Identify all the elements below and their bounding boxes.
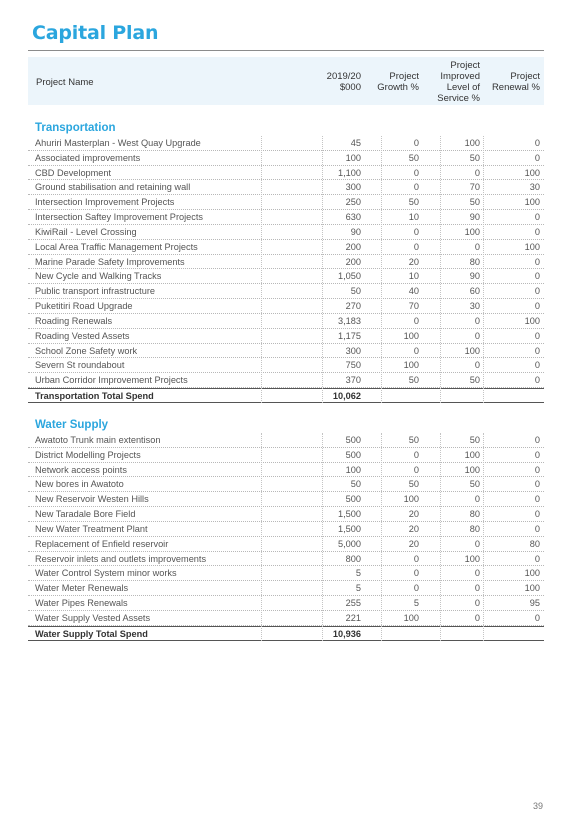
cell-growth: 5 (413, 598, 419, 609)
cell-renewal: 0 (534, 286, 540, 297)
cell-renewal: 0 (534, 271, 540, 282)
cell-budget: 5,000 (338, 538, 361, 549)
table-row (28, 210, 544, 225)
cell-budget: 200 (345, 256, 361, 267)
cell-growth: 70 (408, 301, 419, 312)
header-los-line: Improved (440, 71, 480, 82)
cell-budget: 45 (350, 138, 361, 148)
cell-project-name: New Taradale Bore Field (35, 509, 136, 520)
column-divider (381, 433, 382, 641)
cell-level-of-service: 80 (469, 256, 480, 267)
page-number: 39 (532, 801, 543, 811)
cell-budget: 90 (350, 226, 361, 237)
header-budget-line: $000 (339, 82, 361, 93)
cell-budget: 500 (345, 435, 361, 445)
cell-budget: 100 (345, 152, 361, 163)
total-row (28, 388, 544, 403)
water-supply-table (28, 433, 544, 641)
cell-renewal: 80 (529, 538, 540, 549)
table-row (28, 522, 544, 537)
cell-growth: 0 (413, 241, 419, 252)
cell-renewal: 0 (534, 494, 540, 505)
column-divider (322, 433, 323, 641)
cell-level-of-service: 0 (474, 568, 480, 579)
cell-renewal: 0 (534, 138, 540, 148)
cell-project-name: Puketitiri Road Upgrade (35, 301, 133, 312)
cell-budget: 1,500 (338, 509, 361, 520)
header-renewal (480, 71, 540, 93)
cell-level-of-service: 50 (469, 375, 480, 386)
cell-project-name: Water Supply Vested Assets (35, 612, 151, 623)
column-divider (381, 136, 382, 403)
cell-project-name: New Reservoir Westen Hills (35, 494, 149, 505)
cell-project-name: Urban Corridor Improvement Projects (35, 375, 188, 386)
cell-level-of-service: 60 (469, 286, 480, 297)
cell-growth: 0 (413, 138, 419, 148)
cell-renewal: 0 (534, 509, 540, 520)
table-row (28, 136, 544, 151)
cell-budget: 800 (345, 553, 361, 564)
table-row (28, 255, 544, 270)
column-divider (322, 136, 323, 403)
cell-level-of-service: 100 (464, 449, 480, 460)
cell-renewal: 0 (534, 330, 540, 341)
cell-renewal: 0 (534, 256, 540, 267)
cell-growth: 0 (413, 553, 419, 564)
cell-growth: 0 (413, 182, 419, 193)
cell-project-name: School Zone Safety work (35, 345, 138, 356)
cell-growth: 50 (408, 435, 419, 445)
cell-budget: 370 (345, 375, 361, 386)
cell-project-name: Replacement of Enfield reservoir (35, 538, 169, 549)
table-row (28, 596, 544, 611)
cell-level-of-service: 0 (474, 583, 480, 594)
header-los-line: Level of (446, 82, 480, 93)
header-los-line: Project (450, 60, 480, 71)
cell-level-of-service: 100 (464, 345, 480, 356)
cell-renewal: 100 (524, 197, 540, 208)
cell-renewal: 100 (524, 568, 540, 579)
cell-renewal: 100 (524, 583, 540, 594)
cell-project-name: New Water Treatment Plant (35, 523, 148, 534)
section-title-water-supply: Water Supply (35, 419, 109, 431)
cell-renewal: 0 (534, 435, 540, 445)
header-los-line: Service % (437, 93, 480, 104)
total-row (28, 626, 544, 641)
total-value: 10,062 (332, 391, 361, 402)
cell-growth: 50 (408, 375, 419, 386)
cell-growth: 10 (408, 212, 419, 223)
cell-level-of-service: 100 (464, 464, 480, 475)
table-row (28, 195, 544, 210)
header-level-of-service (420, 60, 480, 104)
cell-renewal: 30 (529, 182, 540, 193)
table-row (28, 492, 544, 507)
cell-growth: 0 (413, 568, 419, 579)
cell-budget: 221 (345, 612, 361, 623)
cell-budget: 630 (345, 212, 361, 223)
cell-project-name: Awatoto Trunk main extentison (35, 435, 161, 445)
cell-budget: 5 (355, 568, 361, 579)
cell-budget: 500 (345, 494, 361, 505)
cell-renewal: 95 (529, 598, 540, 609)
cell-level-of-service: 0 (474, 612, 480, 623)
table-row (28, 151, 544, 166)
cell-growth: 10 (408, 271, 419, 282)
cell-budget: 300 (345, 182, 361, 193)
cell-project-name: CBD Development (35, 167, 112, 178)
cell-level-of-service: 50 (469, 152, 480, 163)
cell-level-of-service: 100 (464, 553, 480, 564)
table-row (28, 225, 544, 240)
section-title-transportation: Transportation (35, 122, 116, 134)
cell-budget: 3,183 (338, 315, 361, 326)
cell-level-of-service: 30 (469, 301, 480, 312)
table-row (28, 552, 544, 567)
cell-project-name: Public transport infrastructure (35, 286, 155, 297)
cell-growth: 20 (408, 523, 419, 534)
cell-growth: 0 (413, 464, 419, 475)
cell-growth: 100 (403, 494, 419, 505)
page-title: Capital Plan (32, 22, 159, 44)
cell-level-of-service: 0 (474, 167, 480, 178)
cell-growth: 40 (408, 286, 419, 297)
title-divider (28, 50, 544, 51)
cell-growth: 0 (413, 583, 419, 594)
cell-project-name: Intersection Improvement Projects (35, 197, 175, 208)
cell-growth: 100 (403, 612, 419, 623)
cell-level-of-service: 100 (464, 138, 480, 148)
cell-renewal: 100 (524, 241, 540, 252)
cell-level-of-service: 0 (474, 494, 480, 505)
cell-renewal: 0 (534, 301, 540, 312)
table-row (28, 299, 544, 314)
cell-project-name: Water Meter Renewals (35, 583, 129, 594)
cell-project-name: Intersection Saftey Improvement Projects (35, 212, 203, 223)
header-growth (359, 71, 419, 93)
cell-renewal: 0 (534, 449, 540, 460)
cell-project-name: Severn St roundabout (35, 360, 125, 371)
total-label: Transportation Total Spend (35, 391, 154, 402)
table-row (28, 463, 544, 478)
header-budget (301, 71, 361, 93)
cell-renewal: 0 (534, 612, 540, 623)
header-project-name: Project Name (36, 77, 94, 88)
cell-level-of-service: 50 (469, 479, 480, 490)
cell-renewal: 0 (534, 226, 540, 237)
cell-growth: 20 (408, 538, 419, 549)
cell-budget: 255 (345, 598, 361, 609)
cell-renewal: 0 (534, 553, 540, 564)
column-divider (440, 136, 441, 403)
cell-growth: 50 (408, 479, 419, 490)
transportation-table (28, 136, 544, 403)
table-row (28, 373, 544, 388)
cell-level-of-service: 0 (474, 598, 480, 609)
cell-growth: 0 (413, 315, 419, 326)
cell-budget: 5 (355, 583, 361, 594)
cell-budget: 500 (345, 449, 361, 460)
cell-project-name: Water Pipes Renewals (35, 598, 128, 609)
cell-renewal: 0 (534, 360, 540, 371)
cell-project-name: Reservoir inlets and outlets improvements (35, 553, 207, 564)
column-divider (440, 433, 441, 641)
table-row (28, 240, 544, 255)
cell-project-name: Water Control System minor works (35, 568, 177, 579)
header-renewal-line: Renewal % (491, 82, 540, 93)
cell-level-of-service: 90 (469, 212, 480, 223)
cell-budget: 100 (345, 464, 361, 475)
cell-budget: 1,500 (338, 523, 361, 534)
cell-level-of-service: 0 (474, 330, 480, 341)
cell-level-of-service: 50 (469, 197, 480, 208)
column-divider (483, 136, 484, 403)
cell-project-name: Associated improvements (35, 152, 141, 163)
cell-growth: 100 (403, 330, 419, 341)
cell-growth: 50 (408, 197, 419, 208)
table-row (28, 180, 544, 195)
cell-renewal: 0 (534, 212, 540, 223)
cell-renewal: 0 (534, 464, 540, 475)
cell-growth: 0 (413, 345, 419, 356)
cell-renewal: 0 (534, 479, 540, 490)
table-row (28, 358, 544, 373)
cell-renewal: 100 (524, 167, 540, 178)
cell-project-name: Roading Vested Assets (35, 330, 130, 341)
cell-level-of-service: 80 (469, 523, 480, 534)
cell-renewal: 0 (534, 523, 540, 534)
table-row (28, 166, 544, 181)
cell-project-name: Ahuriri Masterplan - West Quay Upgrade (35, 138, 201, 148)
total-value: 10,936 (332, 628, 361, 639)
header-budget-line: 2019/20 (326, 71, 361, 82)
column-divider (261, 136, 262, 403)
cell-budget: 1,100 (338, 167, 361, 178)
table-row (28, 329, 544, 344)
cell-level-of-service: 90 (469, 271, 480, 282)
cell-budget: 750 (345, 360, 361, 371)
cell-budget: 1,175 (338, 330, 361, 341)
cell-level-of-service: 0 (474, 538, 480, 549)
cell-level-of-service: 50 (469, 435, 480, 445)
header-growth-line: Project (389, 71, 419, 82)
cell-level-of-service: 0 (474, 360, 480, 371)
cell-project-name: KiwiRail - Level Crossing (35, 226, 137, 237)
column-divider (483, 433, 484, 641)
table-row (28, 611, 544, 626)
column-divider (261, 433, 262, 641)
cell-project-name: Ground stabilisation and retaining wall (35, 182, 191, 193)
cell-project-name: New bores in Awatoto (35, 479, 124, 490)
cell-project-name: New Cycle and Walking Tracks (35, 271, 162, 282)
cell-level-of-service: 0 (474, 315, 480, 326)
cell-renewal: 0 (534, 152, 540, 163)
table-row (28, 284, 544, 299)
cell-level-of-service: 80 (469, 509, 480, 520)
cell-renewal: 0 (534, 345, 540, 356)
table-row (28, 448, 544, 463)
cell-budget: 300 (345, 345, 361, 356)
cell-project-name: District Modelling Projects (35, 449, 141, 460)
table-row (28, 269, 544, 284)
cell-growth: 100 (403, 360, 419, 371)
cell-project-name: Local Area Traffic Management Projects (35, 241, 198, 252)
cell-budget: 270 (345, 301, 361, 312)
cell-budget: 50 (350, 479, 361, 490)
cell-budget: 200 (345, 241, 361, 252)
cell-growth: 0 (413, 167, 419, 178)
cell-level-of-service: 70 (469, 182, 480, 193)
header-renewal-line: Project (510, 71, 540, 82)
cell-growth: 20 (408, 256, 419, 267)
cell-renewal: 100 (524, 315, 540, 326)
cell-project-name: Network access points (35, 464, 127, 475)
table-row (28, 566, 544, 581)
cell-growth: 20 (408, 509, 419, 520)
total-label: Water Supply Total Spend (35, 628, 148, 639)
cell-growth: 50 (408, 152, 419, 163)
table-row (28, 477, 544, 492)
cell-level-of-service: 100 (464, 226, 480, 237)
cell-project-name: Roading Renewals (35, 315, 113, 326)
cell-growth: 0 (413, 449, 419, 460)
table-row (28, 314, 544, 329)
table-row (28, 344, 544, 359)
table-header (28, 57, 544, 105)
table-row (28, 581, 544, 596)
cell-project-name: Marine Parade Safety Improvements (35, 256, 185, 267)
cell-level-of-service: 0 (474, 241, 480, 252)
table-row (28, 537, 544, 552)
table-row (28, 433, 544, 448)
cell-renewal: 0 (534, 375, 540, 386)
table-row (28, 507, 544, 522)
cell-budget: 1,050 (338, 271, 361, 282)
cell-budget: 50 (350, 286, 361, 297)
cell-budget: 250 (345, 197, 361, 208)
cell-growth: 0 (413, 226, 419, 237)
header-growth-line: Growth % (377, 82, 419, 93)
